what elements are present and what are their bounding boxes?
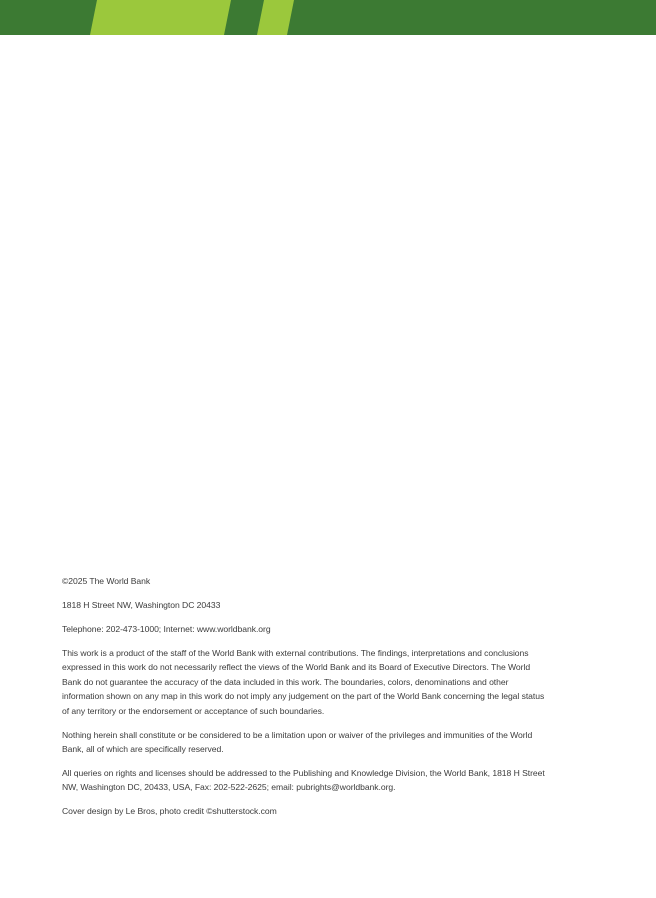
banner-light-green-stripe-wide: [90, 0, 231, 35]
contact-line: Telephone: 202-473-1000; Internet: www.worldbank.org: [62, 624, 271, 634]
credits-line: Cover design by Le Bros, photo credit ©shutterstock.com: [62, 806, 277, 817]
top-banner: [0, 0, 656, 35]
colophon: [62, 574, 546, 828]
disclaimer-paragraph: This work is a product of the staff of the World Bank with external contributions. The findings, interpretations and conclusions expressed in this work do not necessarily reflect the views of the World Bank and its Board of Executive Directors. The World Bank do not guarantee the accuracy of the data included in this work. The boundaries, colors, denominations and other information shown on any map in this work do not imply any judgement on the part of the World Bank concerning the legal status of any territory or the endorsement or acceptance of such boundaries.: [62, 648, 545, 716]
privileges-paragraph: Nothing herein shall constitute or be considered to be a limitation upon or waiver of the privileges and immunities of the World Bank, all of which are specifically reserved.: [62, 729, 533, 755]
address-line: 1818 H Street NW, Washington DC 20433: [62, 600, 221, 610]
copyright-line: ©2025 The World Bank: [62, 576, 151, 586]
rights-paragraph: All queries on rights and licenses should be addressed to the Publishing and Knowledge Division, the World Bank, 1818 H Street NW, Washington DC, 20433, USA, Fax: 202-522-2625; email: pubrights@worldbank.org.: [62, 768, 545, 793]
